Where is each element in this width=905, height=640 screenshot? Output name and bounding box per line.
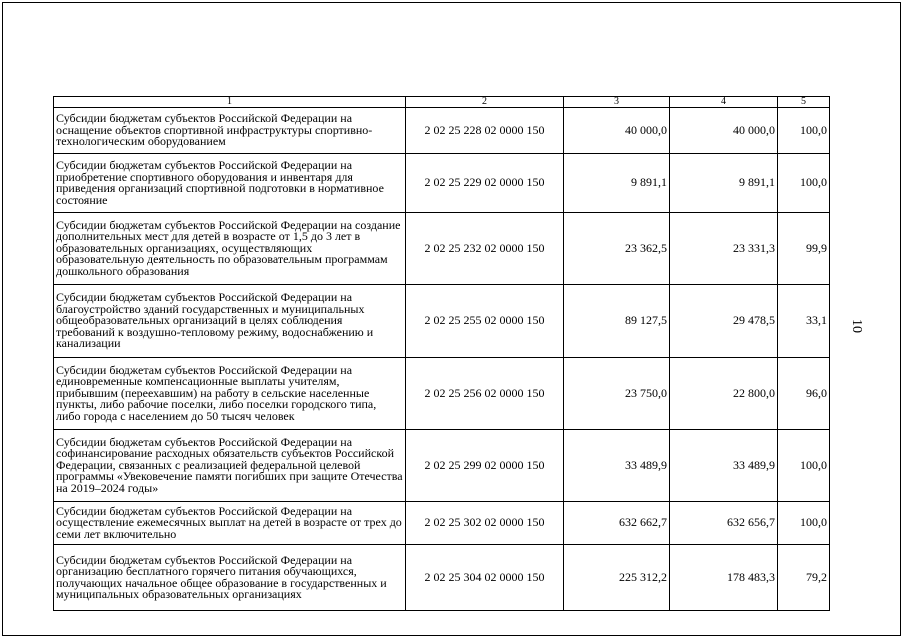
page-number: 10 <box>849 319 864 333</box>
row-col5: 100,0 <box>778 430 830 502</box>
table-row <box>54 430 830 502</box>
row-col3: 40 000,0 <box>564 108 670 154</box>
header-col-2: 2 <box>406 97 564 108</box>
row-name: Субсидии бюджетам субъектов Российской Федерации на создание дополнительных мест для детей в возрасте от 1,5 до 3 лет в образовательных организациях, осуществляющих образовательную деятельность по образовательным программам дошкольного образования <box>54 213 406 285</box>
row-name: Субсидии бюджетам субъектов Российской Федерации на оснащение объектов спортивной инфраструктуры спортивно-технологическим оборудованием <box>54 108 406 154</box>
row-code: 2 02 25 302 02 0000 150 <box>406 502 564 545</box>
column-number-header <box>54 97 830 108</box>
row-col5: 99,9 <box>778 213 830 285</box>
row-col5: 33,1 <box>778 285 830 358</box>
row-col3: 23 750,0 <box>564 358 670 430</box>
header-col-1: 1 <box>54 97 406 108</box>
row-col4: 40 000,0 <box>670 108 778 154</box>
row-col4: 178 483,3 <box>670 545 778 611</box>
row-code: 2 02 25 255 02 0000 150 <box>406 285 564 358</box>
table-row <box>54 358 830 430</box>
row-col4: 29 478,5 <box>670 285 778 358</box>
row-name: Субсидии бюджетам субъектов Российской Федерации на осуществление ежемесячных выплат на детей в возрасте от трех до семи лет включительно <box>54 502 406 545</box>
row-col5: 96,0 <box>778 358 830 430</box>
subsidies-table <box>53 96 830 611</box>
row-col3: 225 312,2 <box>564 545 670 611</box>
row-code: 2 02 25 256 02 0000 150 <box>406 358 564 430</box>
row-col5: 79,2 <box>778 545 830 611</box>
row-col4: 9 891,1 <box>670 154 778 213</box>
table-row <box>54 502 830 545</box>
header-col-5: 5 <box>778 97 830 108</box>
row-col3: 632 662,7 <box>564 502 670 545</box>
row-code: 2 02 25 304 02 0000 150 <box>406 545 564 611</box>
table-row <box>54 154 830 213</box>
table-row <box>54 285 830 358</box>
header-col-3: 3 <box>564 97 670 108</box>
row-name: Субсидии бюджетам субъектов Российской Федерации на организацию бесплатного горячего питания обучающихся, получающих начальное общее образование в государственных и муниципальных образовательных организациях <box>54 545 406 611</box>
row-col5: 100,0 <box>778 502 830 545</box>
table-row <box>54 108 830 154</box>
row-name: Субсидии бюджетам субъектов Российской Федерации на приобретение спортивного оборудования и инвентаря для приведения организаций спортивной подготовки в нормативное состояние <box>54 154 406 213</box>
row-name: Субсидии бюджетам субъектов Российской Федерации на софинансирование расходных обязательств субъектов Российской Федерации, связанных с реализацией федеральной целевой программы «Увековечение памяти погибших при защите Отечества на 2019–2024 годы» <box>54 430 406 502</box>
row-name: Субсидии бюджетам субъектов Российской Федерации на единовременные компенсационные выплаты учителям, прибывшим (переехавшим) на работу в сельские населенные пункты, либо рабочие поселки, либо поселки городского типа, либо города с населением до 50 тысяч человек <box>54 358 406 430</box>
row-col5: 100,0 <box>778 154 830 213</box>
row-col3: 33 489,9 <box>564 430 670 502</box>
row-code: 2 02 25 232 02 0000 150 <box>406 213 564 285</box>
row-code: 2 02 25 228 02 0000 150 <box>406 108 564 154</box>
row-col4: 22 800,0 <box>670 358 778 430</box>
table-row <box>54 213 830 285</box>
row-col3: 23 362,5 <box>564 213 670 285</box>
row-col5: 100,0 <box>778 108 830 154</box>
row-col3: 89 127,5 <box>564 285 670 358</box>
header-col-4: 4 <box>670 97 778 108</box>
row-code: 2 02 25 229 02 0000 150 <box>406 154 564 213</box>
row-col4: 632 656,7 <box>670 502 778 545</box>
row-col3: 9 891,1 <box>564 154 670 213</box>
row-col4: 33 489,9 <box>670 430 778 502</box>
row-code: 2 02 25 299 02 0000 150 <box>406 430 564 502</box>
table-row <box>54 545 830 611</box>
row-name: Субсидии бюджетам субъектов Российской Федерации на благоустройство зданий государственных и муниципальных общеобразовательных организаций в целях соблюдения требований к воздушно-тепловому режиму, водоснабжению и канализации <box>54 285 406 358</box>
row-col4: 23 331,3 <box>670 213 778 285</box>
